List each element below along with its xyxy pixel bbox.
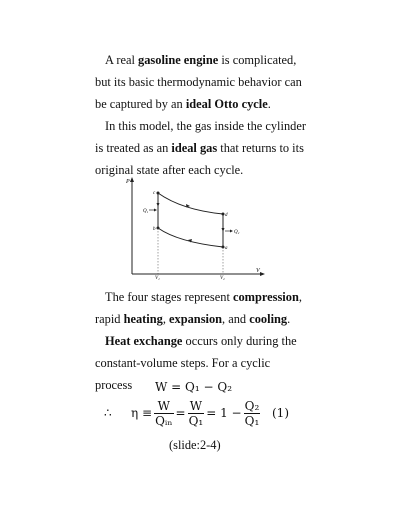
heat-in-arrow-icon [154, 209, 157, 212]
p-axis-arrow-icon [130, 177, 134, 182]
efficiency-equation [104, 397, 314, 429]
otto-cycle-pv-diagram [122, 176, 272, 280]
v-axis-arrow-icon [260, 272, 265, 276]
equation-number: (1) [272, 406, 289, 420]
fraction-denominator: Qᵢₙ [155, 413, 173, 428]
state-c-dot [157, 192, 160, 195]
eta-symbol: η ≡ [131, 406, 153, 420]
paragraph-stages: The four stages represent compression, rapid heating, expansion, and cooling. [95, 290, 302, 326]
v1-label: V₁ [155, 276, 160, 280]
compression-curve [158, 228, 223, 247]
efficiency-expression [131, 397, 262, 429]
equals-sign: = [175, 406, 186, 420]
therefore-symbol: ∴ [104, 406, 112, 420]
point-a-label: a [225, 246, 228, 251]
p-axis-label: P [126, 179, 130, 185]
point-d-label: d [225, 213, 228, 218]
fraction-numerator: W [188, 399, 205, 414]
fraction-numerator: Q₂ [244, 398, 260, 413]
fraction-w-over-q1 [188, 399, 205, 428]
expansion-curve [158, 193, 223, 214]
fraction-denominator: Q₁ [188, 413, 204, 428]
heat-out-label: Q₂ [234, 230, 240, 235]
heat-out-arrow-icon [230, 230, 233, 233]
cooling-direction-icon [222, 228, 225, 232]
point-b-label: b [153, 227, 156, 232]
point-c-label: c [153, 191, 156, 196]
v2-label: V₂ [220, 276, 225, 280]
fraction-w-over-qin [154, 399, 173, 428]
intro-text [95, 49, 310, 181]
fraction-denominator: Q₁ [244, 413, 260, 428]
slide-caption: (slide:2-4) [169, 438, 221, 452]
work-equation: W = Q₁ − Q₂ [155, 380, 232, 394]
paragraph-model: In this model, the gas inside the cylinder is treated as an ideal gas that returns to its original state after each cycle. [95, 119, 306, 177]
v-axis-label: V [256, 268, 260, 274]
paragraph-heat-exchange: Heat exchange occurs only during the constant-volume steps. For a cyclic process [95, 334, 297, 392]
heat-in-label: Q₁ [143, 209, 149, 214]
heating-direction-icon [157, 203, 160, 207]
one-minus: = 1 − [206, 406, 242, 420]
fraction-q2-over-q1 [244, 399, 261, 428]
fraction-numerator: W [154, 399, 173, 414]
paragraph-engine: A real gasoline engine is complicated, but its basic thermodynamic behavior can be captured by an ideal Otto cycle. [95, 53, 302, 111]
